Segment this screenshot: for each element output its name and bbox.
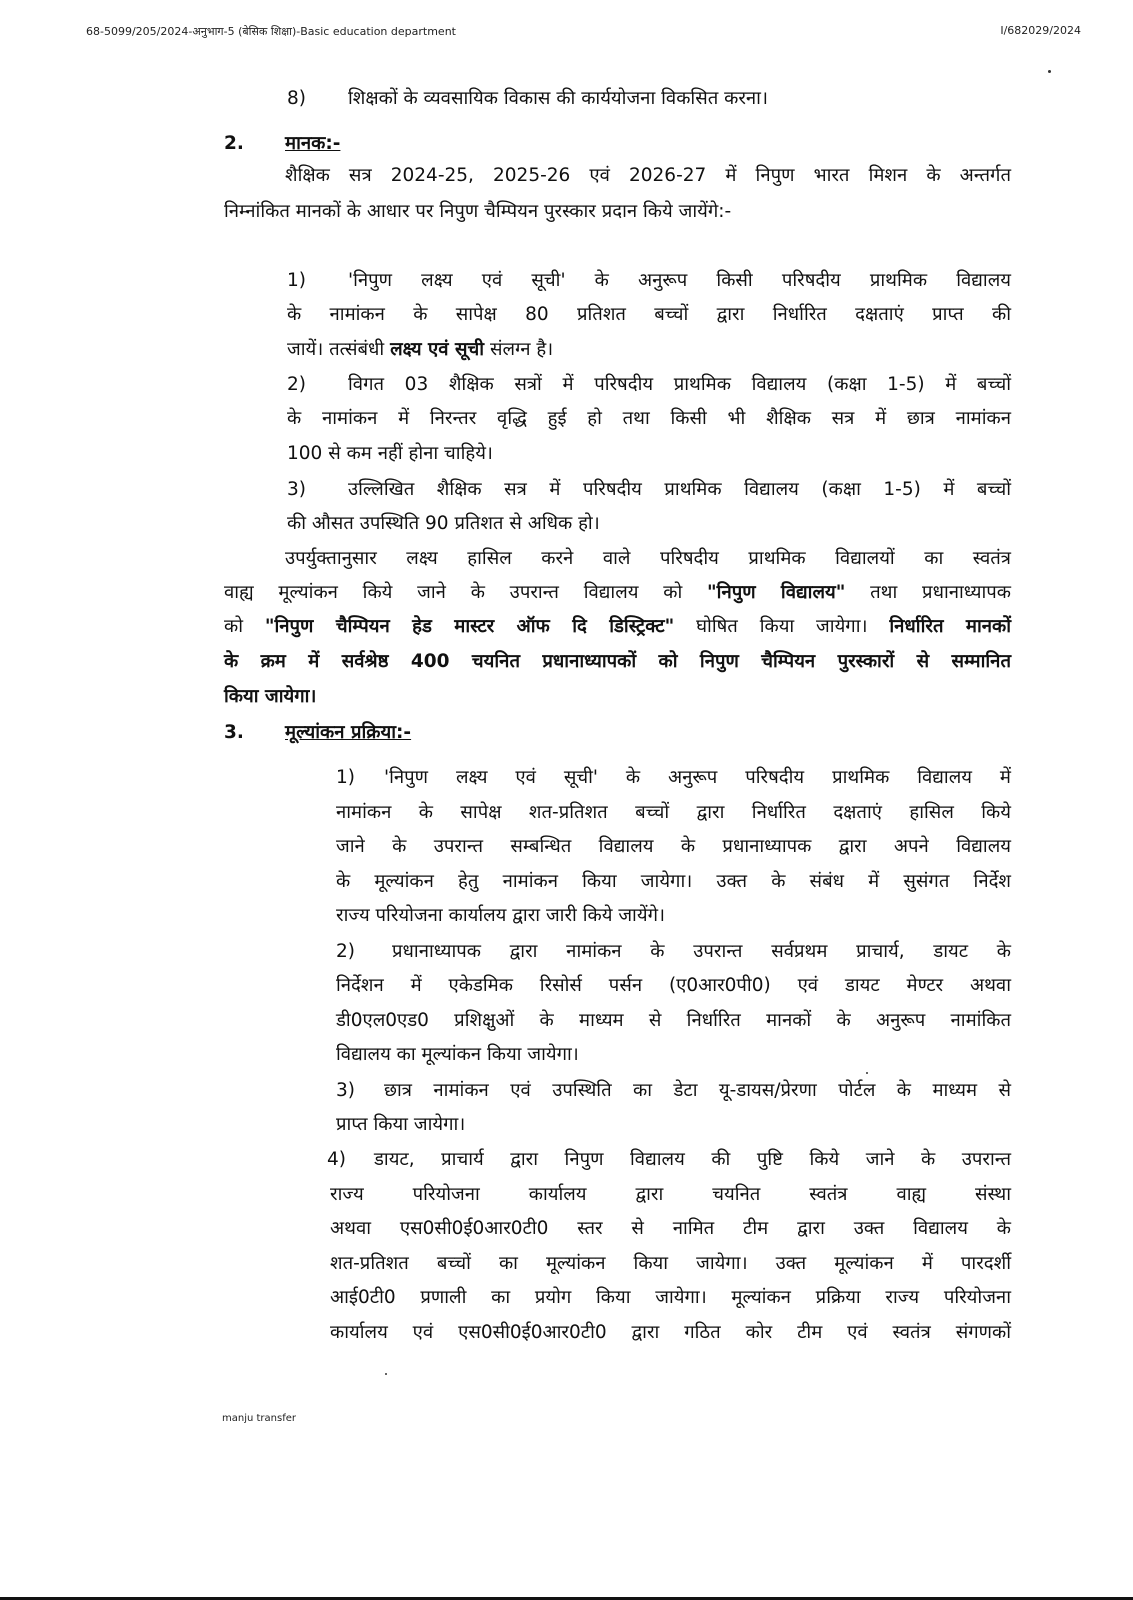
list-item-number: 8): [287, 88, 306, 109]
list-item-text: के मूल्यांकन हेतु नामांकन किया जायेगा। उक्त के संबंध में सुसंगत निर्देश: [336, 871, 1011, 892]
paragraph-line: निम्नांकित मानकों के आधार पर निपुण चैम्पियन पुरस्कार प्रदान किये जायेंगे:-: [224, 201, 732, 222]
list-item-text: नामांकन के सापेक्ष शत-प्रतिशत बच्चों द्वारा निर्धारित दक्षताएं हासिल किये: [336, 802, 1011, 823]
list-item-text: उल्लिखित शैक्षिक सत्र में परिषदीय प्राथमिक विद्यालय (कक्षा 1-5) में बच्चों: [348, 479, 1011, 500]
list-item-text: विगत 03 शैक्षिक सत्रों में परिषदीय प्राथमिक विद्यालय (कक्षा 1-5) में बच्चों: [348, 374, 1011, 395]
section-heading: मूल्यांकन प्रक्रिया:-: [285, 722, 412, 743]
paragraph-line: उपर्युक्तानुसार लक्ष्य हासिल करने वाले परिषदीय प्राथमिक विद्यालयों का स्वतंत्र: [285, 548, 1011, 569]
list-item-number: 3): [336, 1080, 355, 1101]
list-item-number: 2): [336, 941, 355, 962]
footer-note: manju transfer: [222, 1413, 296, 1424]
scan-speck: [1048, 70, 1051, 73]
list-item-text: के नामांकन के सापेक्ष 80 प्रतिशत बच्चों द्वारा निर्धारित दक्षताएं प्राप्त की: [287, 304, 1011, 325]
section-number: 3.: [224, 722, 244, 743]
section-heading: मानक:-: [285, 133, 341, 154]
list-item-text: छात्र नामांकन एवं उपस्थिति का डेटा यू-डायस/प्रेरणा पोर्टल के माध्यम से: [384, 1080, 1011, 1101]
list-item-text: राज्य परियोजना कार्यालय द्वारा चयनित स्वतंत्र वाह्य संस्था: [330, 1184, 1011, 1205]
list-item-text: डायट, प्राचार्य द्वारा निपुण विद्यालय की पुष्टि किये जाने के उपरान्त: [374, 1149, 1011, 1170]
paragraph-line: के क्रम में सर्वश्रेष्ठ 400 चयनित प्रधानाध्यापकों को निपुण चैम्पियन पुरस्कारों से सम्मानित: [224, 651, 1011, 672]
list-item-text: आई0टी0 प्रणाली का प्रयोग किया जायेगा। मूल्यांकन प्रक्रिया राज्य परियोजना: [330, 1287, 1011, 1308]
document-id: I/682029/2024: [1000, 24, 1081, 37]
list-item-number: 1): [287, 270, 306, 291]
list-item-text: अथवा एस0सी0ई0आर0टी0 स्तर से नामित टीम द्वारा उक्त विद्यालय के: [330, 1218, 1011, 1239]
paragraph-line: को "निपुण चैम्पियन हेड मास्टर ऑफ दि डिस्ट्रिक्ट" घोषित किया जायेगा। निर्धारित मानकों: [224, 616, 1012, 637]
list-item-number: 2): [287, 374, 306, 395]
list-item-text: के नामांकन में निरन्तर वृद्धि हुई हो तथा किसी भी शैक्षिक सत्र में छात्र नामांकन: [287, 408, 1011, 429]
scan-speck: [866, 1072, 868, 1074]
list-item-number: 1): [336, 767, 355, 788]
paragraph-line: किया जायेगा।: [224, 686, 317, 707]
list-item-text: जायें। तत्संबंधी लक्ष्य एवं सूची संलग्न है।: [287, 339, 554, 360]
list-item-number: 3): [287, 479, 306, 500]
list-item-text: 'निपुण लक्ष्य एवं सूची' के अनुरूप किसी परिषदीय प्राथमिक विद्यालय: [348, 270, 1011, 291]
list-item-text: प्राप्त किया जायेगा।: [336, 1114, 466, 1135]
list-item-text: प्रधानाध्यापक द्वारा नामांकन के उपरान्त सर्वप्रथम प्राचार्य, डायट के: [392, 941, 1011, 962]
paragraph-line: शैक्षिक सत्र 2024-25, 2025-26 एवं 2026-27 में निपुण भारत मिशन के अन्तर्गत: [285, 165, 1011, 186]
list-item-number: 4): [327, 1149, 346, 1170]
list-item-text: शिक्षकों के व्यवसायिक विकास की कार्ययोजना विकसित करना।: [348, 88, 768, 109]
file-reference: 68-5099/205/2024-अनुभाग-5 (बेसिक शिक्षा)-Basic education department: [86, 25, 456, 38]
list-item-text: की औसत उपस्थिति 90 प्रतिशत से अधिक हो।: [287, 513, 600, 534]
section-number: 2.: [224, 133, 244, 154]
paragraph-line: वाह्य मूल्यांकन किये जाने के उपरान्त विद्यालय को "निपुण विद्यालय" तथा प्रधानाध्यापक: [224, 582, 1011, 603]
list-item-text: निर्देशन में एकेडमिक रिसोर्स पर्सन (ए0आर0पी0) एवं डायट मेण्टर अथवा: [336, 975, 1011, 996]
list-item-text: 100 से कम नहीं होना चाहिये।: [287, 443, 493, 464]
list-item-text: विद्यालय का मूल्यांकन किया जायेगा।: [336, 1044, 579, 1065]
list-item-text: शत-प्रतिशत बच्चों का मूल्यांकन किया जायेगा। उक्त मूल्यांकन में पारदर्शी: [330, 1253, 1011, 1274]
list-item-text: कार्यालय एवं एस0सी0ई0आर0टी0 द्वारा गठित कोर टीम एवं स्वतंत्र संगणकों: [330, 1322, 1011, 1343]
list-item-text: राज्य परियोजना कार्यालय द्वारा जारी किये जायेंगे।: [336, 905, 665, 926]
list-item-text: 'निपुण लक्ष्य एवं सूची' के अनुरूप परिषदीय प्राथमिक विद्यालय में: [384, 767, 1011, 788]
list-item-text: डी0एल0एड0 प्रशिक्षुओं के माध्यम से निर्धारित मानकों के अनुरूप नामांकित: [336, 1010, 1011, 1031]
scan-speck: [385, 1373, 387, 1375]
list-item-text: जाने के उपरान्त सम्बन्धित विद्यालय के प्रधानाध्यापक द्वारा अपने विद्यालय: [336, 836, 1011, 857]
